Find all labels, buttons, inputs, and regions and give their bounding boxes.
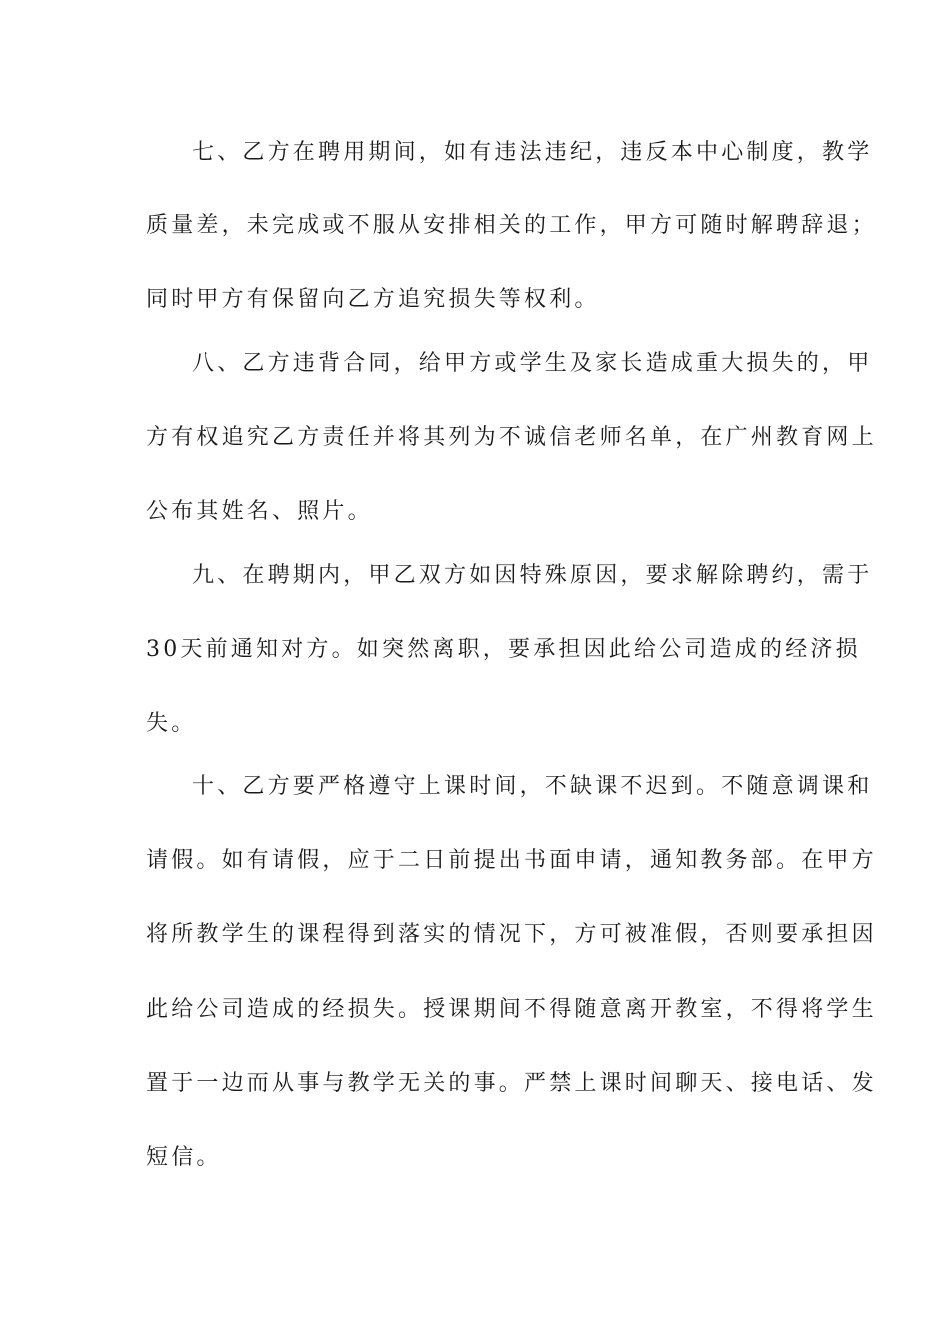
- clause-7-line-1: 七、乙方在聘用期间，如有违法违纪，违反本中心制度，教学: [192, 140, 873, 165]
- clause-8-line-2: 方有权追究乙方责任并将其列为不诚信老师名单，在广州教育网上: [146, 425, 877, 450]
- clause-9-line-1: 九、在聘期内，甲乙双方如因特殊原因，要求解除聘约，需于: [192, 563, 873, 588]
- clause-8-line-1: 八、乙方违背合同，给甲方或学生及家长造成重大损失的，甲: [192, 351, 873, 376]
- clause-10-line-1: 十、乙方要严格遵守上课时间，不缺课不迟到。不随意调课和: [192, 774, 873, 799]
- clause-10-line-4: 此给公司造成的经损失。授课期间不得随意离开教室，不得将学生: [146, 997, 877, 1022]
- clause-10-line-6: 短信。: [146, 1145, 222, 1170]
- clause-10-line-3: 将所教学生的课程得到落实的情况下，方可被准假，否则要承担因: [146, 922, 877, 947]
- clause-10-line-2: 请假。如有请假，应于二日前提出书面申请，通知教务部。在甲方: [146, 848, 877, 873]
- clause-9-line-2: 30天前通知对方。如突然离职，要承担因此给公司造成的经济损: [146, 637, 861, 662]
- clause-7-line-2: 质量差，未完成或不服从安排相关的工作，甲方可随时解聘辞退；: [146, 213, 877, 238]
- clause-10-line-5: 置于一边而从事与教学无关的事。严禁上课时间聊天、接电话、发: [146, 1071, 877, 1096]
- clause-8-line-3: 公布其姓名、照片。: [146, 499, 373, 524]
- clause-9-line-3: 失。: [146, 711, 197, 736]
- clause-7-line-3: 同时甲方有保留向乙方追究损失等权利。: [146, 287, 600, 312]
